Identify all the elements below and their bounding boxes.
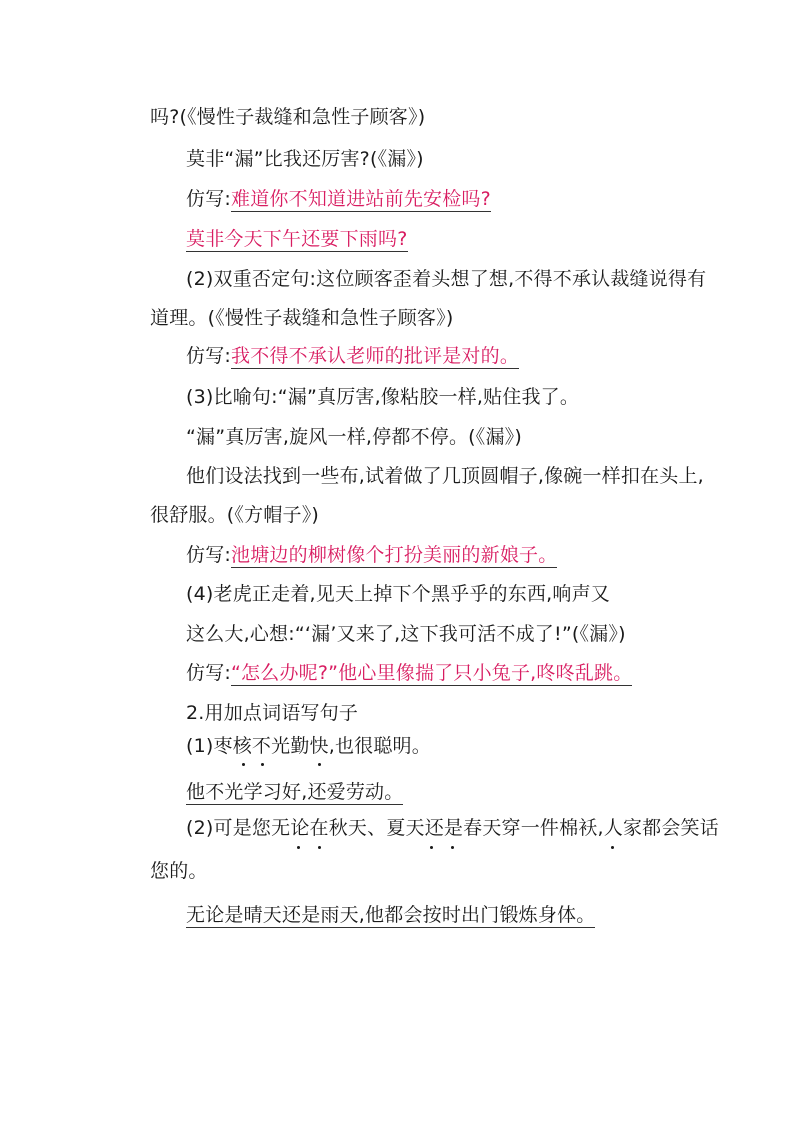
answer-text: “怎么办呢?”他心里像揣了只小兔子,咚咚乱跳。 bbox=[231, 662, 633, 684]
imitation-line bbox=[186, 660, 632, 686]
text-line: (4)老虎正走着,见天上掉下个黑乎乎的东西,响声又 bbox=[186, 583, 610, 605]
answer-text: 无论是晴天还是雨天,他都会按时出门锻炼身体。 bbox=[186, 904, 596, 926]
answer-line bbox=[186, 902, 595, 928]
emphasis-dot bbox=[261, 763, 264, 766]
imitation-line bbox=[186, 226, 408, 252]
imitation-line bbox=[186, 186, 491, 212]
answer-text: 池塘边的柳树像个打扮美丽的新娘子。 bbox=[231, 544, 558, 566]
text-line: 您的。 bbox=[150, 860, 208, 882]
text-line: 很舒服。(《方帽子》) bbox=[150, 504, 320, 526]
emphasis-dot bbox=[318, 763, 321, 766]
text-line: “漏”真厉害,旋风一样,停都不停。(《漏》) bbox=[186, 426, 522, 448]
text-line: (3)比喻句:“漏”真厉害,像粘胶一样,贴住我了。 bbox=[186, 386, 580, 408]
imitation-label: 仿写: bbox=[186, 188, 232, 210]
imitation-label: 仿写: bbox=[186, 345, 232, 367]
imitation-label: 仿写: bbox=[186, 544, 232, 566]
imitation-line bbox=[186, 343, 519, 369]
answer-text: 我不得不承认老师的批评是对的。 bbox=[231, 345, 520, 367]
text-line: 这么大,心想:“‘漏’又来了,这下我可活不成了!”(《漏》) bbox=[186, 623, 626, 645]
text-line: (1)枣核不光勤快,也很聪明。 bbox=[186, 735, 431, 757]
text-line: (2)可是您无论在秋天、夏天还是春天穿一件棉袄,人家都会笑话 bbox=[186, 817, 719, 839]
text-line: 莫非“漏”比我还厉害?(《漏》) bbox=[186, 148, 424, 170]
imitation-line bbox=[186, 542, 557, 568]
emphasis-dot bbox=[611, 846, 614, 849]
emphasis-dot bbox=[318, 846, 321, 849]
section-heading: 2.用加点词语写句子 bbox=[186, 702, 359, 724]
text-line: 吗?(《慢性子裁缝和急性子顾客》) bbox=[150, 106, 426, 128]
text-line: 道理。(《慢性子裁缝和急性子顾客》) bbox=[150, 307, 454, 329]
answer-text: 难道你不知道进站前先安检吗? bbox=[231, 188, 491, 210]
emphasis-dot bbox=[451, 846, 454, 849]
emphasis-dot bbox=[297, 846, 300, 849]
emphasis-dot bbox=[430, 846, 433, 849]
answer-line bbox=[186, 779, 403, 805]
text-line: 他们设法找到一些布,试着做了几顶圆帽子,像碗一样扣在头上, bbox=[186, 465, 704, 487]
text-line: (2)双重否定句:这位顾客歪着头想了想,不得不承认裁缝说得有 bbox=[186, 268, 707, 290]
answer-text: 莫非今天下午还要下雨吗? bbox=[186, 228, 408, 250]
answer-text: 他不光学习好,还爱劳动。 bbox=[186, 781, 404, 803]
emphasis-dot bbox=[242, 763, 245, 766]
imitation-label: 仿写: bbox=[186, 662, 232, 684]
